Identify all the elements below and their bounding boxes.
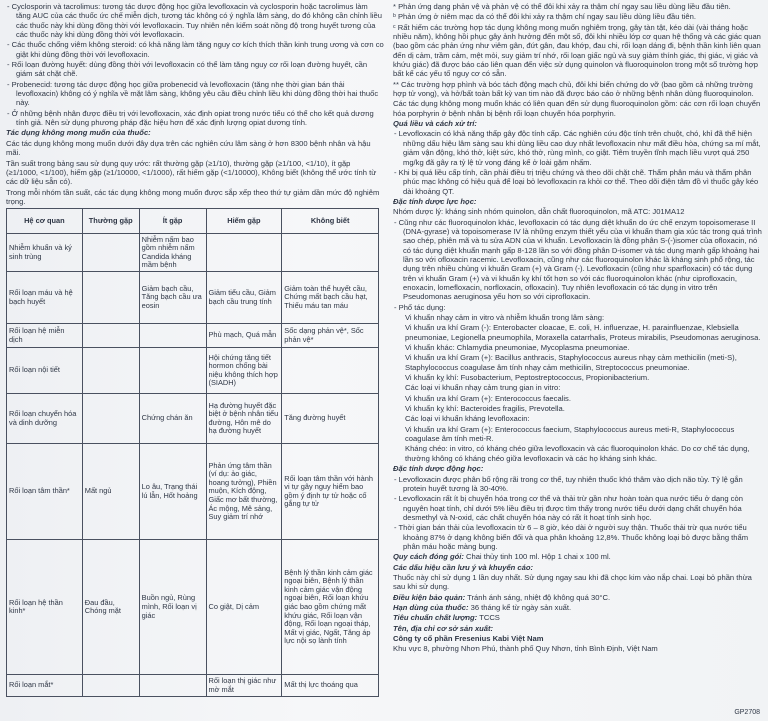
table-cell [82,324,139,348]
table-cell: Phù mạch, Quá mẫn [206,324,282,348]
pd-mechanism: - Cũng như các fluoroquinolon khác, levofloxacin có tác dụng diệt khuẩn do ức chế enzym topoisomerase II (DNA-gyrase) và topoisomerase IV là những enzym thiết yếu của vi khuẩn tham gia xúc tác trong quá trình sao chép, phiên mã và tu sửa ADN của vi khuẩn. Levofloxacin là đồng phân S-(-)isomer của ofloxacin, nó có tác dụng diệt khuẩn mạnh gấp 8-128 lần so với đồng phân D-isomer và tác dụng mạnh gấp khoảng hai lần so với ofloxacin racemic. Levofloxacin, cũng như các fluoroquinolon khác là kháng sinh phổ rộng, tác dụng trên nhiều chủng vi khuẩn Gram (+) và Gram (-). Levofloxacin (cũng như sparfloxacin) có tác dụng trên vi khuẩn Gram (+) và vi khuẩn kỵ khí tốt hơn so với các fluoroquinolon khác (như ciprofloxacin, enoxacin, lomefloxacin, norfloxacin, ofloxacin). Tuy nhiên levofloxacin có tác dụng in vitro trên Pseudomonas aeruginosa yếu hơn so với ciprofloxacin. [394,217,762,302]
manufacturer-address: Khu vực 8, phường Nhơn Phú, thành phố Quy Nhơn, tỉnh Bình Định, Việt Nam [393,644,658,654]
table-cell: Rối loạn hệ thần kinh* [7,540,83,675]
overdose-toxicity: - Levofloxacin có khả năng thấp gây độc tính cấp. Các nghiên cứu độc tính trên chuột, chó, khỉ đã thể hiện những dấu hiệu lâm sàng sau khi dùng liều cao duy nhất levofloxacin như mất điều hòa, chứng sa mí mắt, giảm vận động, khó thở, kiệt sức, khó thở, rùng mình, co giật. Tiêm truyền tĩnh mạch liều vượt quá 250 mg/kg đã gây ra tỷ lệ tử vong đáng kể ở loài gặm nhấm. [394,129,761,167]
pk-elimination: - Thời gian bán thải của levofloxacin từ 6 – 8 giờ, kéo dài ở người suy thận. Thuốc thải trừ qua nước tiểu khoảng 87% ở dạng không biến đổi và qua phân khoảng 12,8%. Thuốc không loại bỏ được bằng thẩm phân máu hoặc màng bụng. [394,523,749,551]
table-cell: Rối loạn nội tiết [7,348,83,394]
quality-label: Tiêu chuẩn chất lượng: [393,613,478,623]
overdose-heading: Quá liều và cách xử trí: [393,119,477,129]
table-row [7,675,379,697]
left-column [6,2,384,697]
spectrum-line: Vi khuẩn ưa khí Gram (+): Bacillus anthracis, Staphylococcus aureus nhạy cảm methicilin (meti-S), Staphylococcus coagulase âm tính nhạy cảm methicilin, Streptococcus pneumoniae. [405,353,737,372]
pd-group: Nhóm dược lý: kháng sinh nhóm quinolon, dẫn chất fluoroquinolon, mã ATC: J01MA12 [393,207,685,217]
spectrum-line: Vi khuẩn kỵ khí: Bacteroides fragilis, Prevotella. [405,404,565,414]
table-cell: Nhiễm khuẩn và ký sinh trùng [7,234,83,272]
table-cell: Giảm toàn thể huyết cầu, Chứng mất bạch cầu hạt, Thiếu máu tan máu [282,272,379,324]
spectrum-line: Vi khuẩn ưa khí Gram (+): Enterococcus faecium, Staphylococcus aureus meti-R, Staphylococcus coagulase âm tính meti-R. [405,424,735,444]
interaction-probenecid: - Probenecid: tương tác dược động học giữa probenecid và levofloxacin (tăng nhẹ thời gian bán thải levofloxacin) không có ý nghĩa về mặt lâm sàng, không yêu cầu điều chỉnh liều khi dùng đồng thời hai thuốc này. [7,79,379,108]
table-cell: Lo âu, Trạng thái lú lẫn, Hốt hoảng [139,444,206,540]
ae-intro: Các tác dụng không mong muốn dưới đây dựa trên các nghiên cứu lâm sàng ở hơn 8300 bệnh nhân và hậu mãi. [6,138,371,158]
table-cell: Rối loạn mắt* [7,675,83,697]
table-row [7,444,379,540]
storage-value: Tránh ánh sáng, nhiệt độ không quá 30°C. [465,592,611,602]
spectrum-line: Các loại vi khuẩn nhạy cảm trung gian in vitro: [405,383,561,393]
spectrum-line: Kháng chéo: in vitro, có kháng chéo giữa levofloxacin và các fluoroquinolon khác. Do cơ chế tác dụng, thường không có kháng chéo giữa levofloxacin và các họ kháng sinh khác. [405,444,750,463]
table-cell: Rối loạn tâm thần* [7,444,83,540]
table-cell [82,675,139,697]
table-cell [206,234,282,272]
table-cell: Nhiễm nấm bao gồm nhiễm nấm Candida kháng mầm bệnh [139,234,206,272]
overdose-treatment: - Khi bị quá liều cấp tính, cần phải điều trị triệu chứng và theo dõi chặt chẽ. Thẩm phân máu và thẩm phân phúc mạc không có hiệu quả để loại bỏ levofloxacin ra khỏi cơ thể. Theo dõi điện tâm đồ vì thuốc gây kéo dài khoảng QT. [394,167,759,196]
table-cell: Co giật, Dị cảm [206,540,282,675]
shelf-life-value: 36 tháng kể từ ngày sản xuất. [468,602,572,612]
spectrum-line: Vi khuẩn khác: Chlamydia pneumoniae, Mycoplasma pneumoniae. [405,343,630,353]
shelf-life-line [393,603,763,612]
table-row [7,540,379,675]
table-row [7,348,379,394]
table-cell: Giảm bạch cầu, Tăng bạch cầu ưa eosin [139,272,206,324]
table-cell [82,234,139,272]
spectrum-line: Các loại vi khuẩn kháng levofloxacin: [405,414,530,424]
th-common: Thường gặp [82,209,139,234]
packaging-value: Chai thủy tinh 100 ml. Hộp 1 chai x 100 ml. [463,552,611,562]
table-cell: Mất ngủ [82,444,139,540]
table-cell [282,348,379,394]
table-cell [139,348,206,394]
pharmacokinetics-heading: Đặc tính dược động học: [393,464,484,474]
table-cell: Mất thị lực thoáng qua [282,675,379,697]
pk-distribution: - Levofloxacin được phân bố rộng rãi trong cơ thể, tuy nhiên thuốc khó thâm vào dịch não tủy. Tỷ lệ gắn protein huyết tương là 30-40%. [394,474,743,493]
interaction-nsaid: - Các thuốc chống viêm không steroid: có khả năng làm tăng nguy cơ kích thích thần kinh trung ương và cơn co giật khi dùng đồng thời với levofloxacin. [7,40,384,59]
document-code: GP2708 [734,709,760,716]
right-column [393,2,763,655]
quality-value: TCCS [477,613,500,623]
table-cell: Đau đầu, Chóng mặt [82,540,139,675]
table-cell: Chứng chán ăn [139,394,206,444]
table-cell [82,272,139,324]
table-cell: Rối loạn máu và hệ bạch huyết [7,272,83,324]
table-cell: Giảm tiểu cầu, Giảm bạch cầu trung tính [206,272,282,324]
th-rare: Hiếm gặp [206,209,282,234]
spectrum-line: Vi khuẩn ưa khí Gram (+): Enterococcus faecalis. [405,393,571,403]
table-cell: Tăng đường huyết [282,394,379,444]
pharmacodynamics-heading: Đặc tính dược lực học: [393,196,477,206]
table-row [7,272,379,324]
table-header-row [7,209,379,234]
manufacturer-name: Công ty cổ phần Fresenius Kabi Việt Nam [393,634,544,643]
table-row [7,394,379,444]
spectrum-line: Vi khuẩn kỵ khí: Fusobacterium, Peptostreptococcus, Propionibacterium. [405,373,650,383]
ae-order: Trong mỗi nhóm tần suất, các tác dụng không mong muốn được sắp xếp theo thứ tự giảm dần mức độ nghiêm trọng. [6,187,380,206]
manufacturer-label: Tên, địa chỉ cơ sở sản xuất: [393,623,494,633]
footnote-porphyria: Các tác dụng không mong muốn khác có liên quan đến sử dụng fluoroquinolon gồm: các cơn rối loạn chuyển hóa porphyrin ở bệnh nhân bị bệnh rối loạn chuyển hóa porphyrin. [393,99,761,118]
table-cell: Rối loạn thị giác như mờ mắt [206,675,282,697]
table-row [7,234,379,272]
th-uncommon: Ít gặp [139,209,206,234]
pk-metabolism: - Levofloxacin rất ít bị chuyển hóa trong cơ thể và thải trừ gần như hoàn toàn qua nước tiểu ở dạng còn nguyên hoạt tính, chỉ dưới 5% liều điều trị được tìm thấy trong nước tiểu dưới dạng chất chuyển hóa desmethyl và N-oxid, các chất chuyển hóa này có rất ít hoạt tính sinh học. [394,494,743,522]
table-cell: Phản ứng tâm thần (ví dụ: ảo giác, hoang tưởng), Phiền muộn, Kích động, Giấc mơ bất thường, Ác mộng, Mê sảng, Suy giảm trí nhớ [206,444,282,540]
ae-frequency: Tần suất trong bảng sau sử dụng quy ước: rất thường gặp (≥1/10), thường gặp (≥1/100, <1/10), ít gặp (≥1/1000, <1/100), hiếm gặp (≥1/10000, <1/1000), rất hiếm gặp (<1/10000), Không biết (không thể ước tính từ các dữ liệu sẵn có). [6,158,377,187]
table-cell: Bệnh lý thần kinh cảm giác ngoại biên, Bệnh lý thần kinh cảm giác vận động ngoại biên, Rối loạn khứu giác bao gồm chứng mất khứu giác, Rối loạn vận động, Rối loạn ngoại tháp, Mất vị giác, Ngất, Tăng áp lực nội sọ lành tính [282,540,379,675]
table-cell: Hạ đường huyết đặc biệt ở bệnh nhân tiểu đường, Hôn mê do hạ đường huyết [206,394,282,444]
th-unknown: Không biết [282,209,379,234]
table-cell [282,234,379,272]
quality-line [393,613,763,622]
interaction-cyclosporin: - Cyclosporin và tacrolimus: tương tác dược động học giữa levofloxacin và cyclosporin hoặc tacrolimus làm tăng AUC của các thuốc ức chế miễn dịch, tương tác không có ý nghĩa lâm sàng, do đó không cần chỉnh liều các thuốc này khi dùng đồng thời với levofloxacin. Tuy nhiên nên kiểm soát nồng độ trong huyết tương của các thuốc này khi dùng đồng thời với levofloxacin. [7,2,382,40]
interaction-opiate: - Ở những bệnh nhân được điều trị với levofloxacin, xác định opiat trong nước tiểu có thể cho kết quả dương tính giả. Nên sử dụng phương pháp đặc hiệu hơn để xác định lượng opiat dương tính. [7,108,374,128]
table-cell: Rối loạn chuyển hóa và dinh dưỡng [7,394,83,444]
table-cell [139,675,206,697]
footnote-aortic: ** Các trường hợp phình và bóc tách động mạch chủ, đôi khi biến chứng do vỡ (bao gồm cả những trường hợp tử vong), và hở/bất toàn bất kỳ van tim nào đã được báo cáo ở những bệnh nhân dùng fluoroquinolon. [393,79,754,99]
footnote-mucosal: ᵇ Phản ứng ở niêm mạc da có thể đôi khi xảy ra thậm chí ngay sau liều dùng liều đầu tiên. [393,12,696,22]
spectrum-line: Vi khuẩn nhạy cảm in vitro và nhiễm khuẩn trong lâm sàng: [405,313,605,322]
usage-note-label: Các dấu hiệu cần lưu ý và khuyến cáo: [393,562,534,572]
spectrum-line: Vi khuẩn ưa khí Gram (-): Enterobacter cloacae, E. coli, H. influenzae, H. parainfluenzae, Klebsiella pneumoniae, Legionella pneumophila, Moraxella catarrhalis, Proteus mirabilis, Pseudomonas aeruginosa. [405,323,761,342]
table-cell [139,324,206,348]
packaging-label: Quy cách đóng gói: [393,552,464,562]
table-cell: Hội chứng tăng tiết hormon chống bài niệu không thích hợp (SIADH) [206,348,282,394]
usage-note-value: Thuốc này chỉ sử dụng 1 lần duy nhất. Sử dụng ngay sau khi đã chọc kim vào nắp chai. Loại bỏ phần thừa sau khi sử dụng. [393,572,752,592]
table-cell: Sốc dạng phản vệ*, Sốc phản vệ* [282,324,379,348]
packaging-line [393,552,763,561]
interaction-glucose: - Rối loạn đường huyết: dùng đồng thời với levofloxacin có thể làm tăng nguy cơ rối loạn đường huyết, cần giám sát chặt chẽ. [7,60,368,79]
table-cell: Rối loạn tâm thần với hành vi tự gây nguy hiểm bao gồm ý định tự tử hoặc cố gắng tự tử [282,444,379,540]
storage-line [393,593,763,602]
shelf-life-label: Hạn dùng của thuốc: [393,602,469,612]
footnote-serious: ᶜ Rất hiếm các trường hợp tác dụng không mong muốn nghiêm trọng, gây tàn tật, kéo dài (vài tháng hoặc nhiều năm), không hồi phục gây ảnh hưởng đến một số, đôi khi nhiều lớp cơ quan hệ thống và các giác quan (bao gồm các phản ứng như viêm gân, đứt gân, đau khớp, đau chi, rối loạn dáng đi, bệnh thần kinh liên quan đến dị cảm, trầm cảm, mệt mỏi, suy giảm trí nhớ, rối loạn giấc ngủ và suy giảm thính giác, thị giác, vị giác và khứu giác) đã được báo cáo liên quan đến việc sử dụng quinolon và fluoroquinolon trong một số trường hợp bất kể các yếu tố nguy cơ có sẵn. [393,22,761,79]
table-cell [82,348,139,394]
th-organ: Hệ cơ quan [7,209,83,234]
pd-spectrum-title: - Phổ tác dụng: [394,302,446,312]
adverse-effects-heading: Tác dụng không mong muốn của thuốc: [6,128,151,138]
adverse-effects-table [6,208,379,697]
storage-label: Điều kiện bảo quản: [393,592,466,602]
table-cell [82,394,139,444]
footnote-anaphylaxis: * Phản ứng dạng phản vệ và phản vệ có thể đôi khi xảy ra thậm chí ngay sau liều dùng liều đầu tiên. [393,2,731,11]
table-row [7,324,379,348]
table-cell: Buồn ngủ, Rùng mình, Rối loạn vị giác [139,540,206,675]
table-cell: Rối loạn hệ miễn dịch [7,324,83,348]
